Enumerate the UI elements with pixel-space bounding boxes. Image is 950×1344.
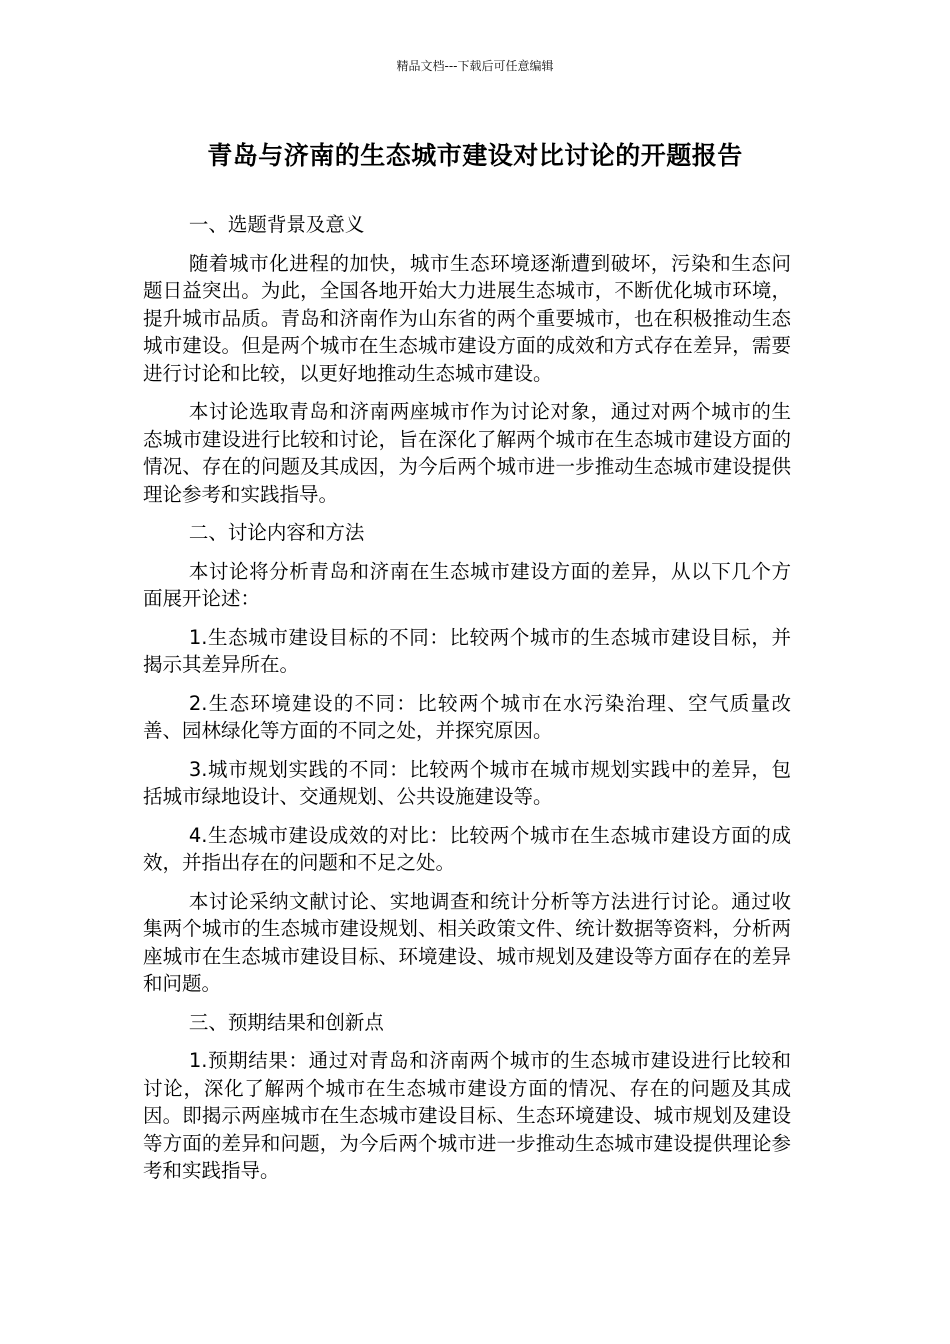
section-heading-content-method: 二、讨论内容和方法 bbox=[188, 521, 365, 544]
document-body bbox=[143, 211, 791, 1196]
header-note: 精品文档---下载后可任意编辑 bbox=[396, 59, 554, 73]
list-item: 3.城市规划实践的不同：比较两个城市在城市规划实践中的差异，包括城市绿地设计、交通规划、公共设施建设等。 bbox=[143, 757, 791, 808]
list-item: 1.预期结果：通过对青岛和济南两个城市的生态城市建设进行比较和讨论，深化了解两个城市在生态城市建设方面的情况、存在的问题及其成因。即揭示两座城市在生态城市建设目标、生态环境建设、城市规划及建设等方面的差异和问题，为今后两个城市进一步推动生态城市建设提供理论参考和实践指导。 bbox=[143, 1049, 791, 1182]
document-title: 青岛与济南的生态城市建设对比讨论的开题报告 bbox=[207, 141, 743, 170]
paragraph: 本讨论采纳文献讨论、实地调查和统计分析等方法进行讨论。通过收集两个城市的生态城市建设规划、相关政策文件、统计数据等资料，分析两座城市在生态城市建设目标、环境建设、城市规划及建设等方面存在的差异和问题。 bbox=[143, 889, 791, 995]
section-heading-expected-results: 三、预期结果和创新点 bbox=[188, 1010, 384, 1034]
paragraph: 随着城市化进程的加快，城市生态环境逐渐遭到破坏，污染和生态问题日益突出。为此，全国各地开始大力进展生态城市，不断优化城市环境，提升城市品质。青岛和济南作为山东省的两个重要城市，也在积极推动生态城市建设。但是两个城市在生态城市建设方面的成效和方式存在差异，需要进行讨论和比较，以更好地推动生态城市建设。 bbox=[143, 251, 791, 385]
paragraph: 本讨论选取青岛和济南两座城市作为讨论对象，通过对两个城市的生态城市建设进行比较和讨论，旨在深化了解两个城市在生态城市建设方面的情况、存在的问题及其成因，为今后两个城市进一步推动生态城市建设提供理论参考和实践指导。 bbox=[143, 400, 791, 506]
list-item: 4.生态城市建设成效的对比：比较两个城市在生态城市建设方面的成效，并指出存在的问题和不足之处。 bbox=[143, 823, 791, 874]
list-item: 2.生态环境建设的不同：比较两个城市在水污染治理、空气质量改善、园林绿化等方面的不同之处，并探究原因。 bbox=[143, 691, 791, 742]
paragraph: 本讨论将分析青岛和济南在生态城市建设方面的差异，从以下几个方面展开论述： bbox=[143, 559, 791, 610]
list-item: 1.生态城市建设目标的不同：比较两个城市的生态城市建设目标，并揭示其差异所在。 bbox=[143, 625, 791, 676]
section-heading-background: 一、选题背景及意义 bbox=[188, 213, 365, 236]
